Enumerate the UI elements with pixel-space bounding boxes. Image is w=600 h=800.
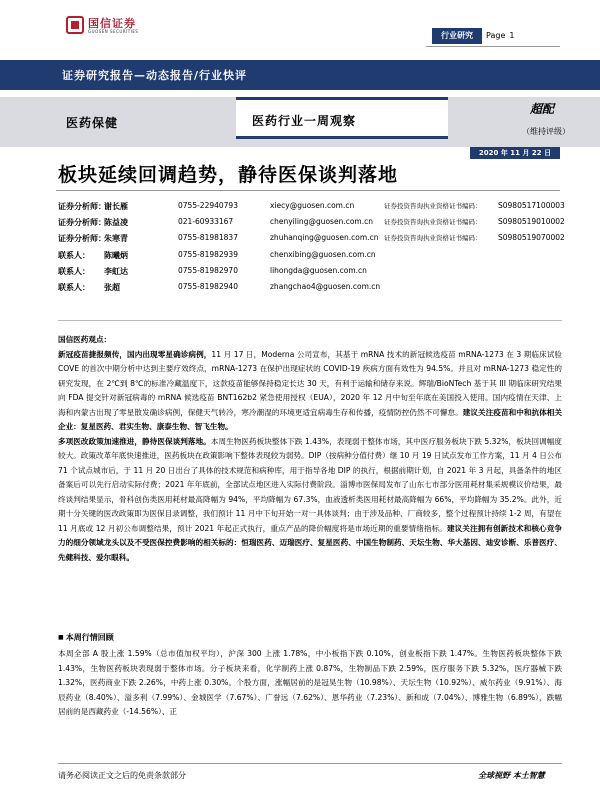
analyst-cert-number: S0980519010002 [498,217,565,227]
analyst-cert-number: S0980519070002 [498,233,565,243]
report-title: 医药行业一周观察 [252,114,357,128]
analyst-row [58,230,568,246]
main-title: 板块延续回调趋势，静待医保谈判落地 [58,164,399,186]
viewpoint-heading: 国信医药观点： [58,335,112,344]
analyst-role: 证券分析师： [58,234,106,244]
rating-note: （维持评级） [522,127,570,136]
analyst-email[interactable]: chenyiling@guosen.com.cn [270,217,373,227]
report-type: 证券研究报告—动态报告/行业快评 [62,69,248,82]
analyst-cert-label: 证券投资咨询执业资格证书编码： [384,234,482,243]
market-review-text: 本周全部 A 股上涨 1.59%（总市值加权平均），沪深 300 上涨 1.78%，中小板指下跌 0.10%，创业板指下跌 1.47%。生物医药板块整体下跌 1.43%，生物医药板块表现弱于整体市场。分子板块来看，化学制药上涨 0.87%，生物制品下跌 2.59%，医疗服务下跌 5.32%，医疗器械下跌 1.32%，医药商业下跌 2.26%，中药上涨 0.30%。个股方面，涨幅居前的是冠昊生物（10.98%）、天坛生物（10.92%）、威尔药业（9.91%）、海辰药业（8.40%）、溢多利（7.99%）、金城医学（7.67%）、广誉远（7.62%）、恩华药业（7.23%）、新和成（7.04%）、博雅生物（6.89%），跌幅居前的是西藏药业（-14.56%）、正 [58,649,562,716]
analyst-role: 证券分析师： [58,202,106,211]
contact-row [58,247,568,263]
paragraph-recommendation: 建议关注拥有创新技术和核心竞争力的细分领域龙头以及不受医保控费影响的相关标的：恒瑞医药、迈瑞医疗、复星医药、中国生物制药、天坛生物、华大基因、迪安诊断、乐普医疗、先健科技、爱尔眼科。 [58,523,563,562]
logo-name: 国信证券 [88,17,136,30]
analyst-name: 陈益凌 [104,218,128,228]
analyst-name: 谢长雁 [104,202,128,211]
market-review-heading: ■ 本周行情回顾 [58,632,114,643]
paragraph-text: 本周生物医药板块整体下跌 1.43%，表现弱于整体市场，其中医疗服务板块下跌 5.32%，板块回调幅度较大。政策改革年底快速推进，医药板块在政策影响下整体表现较为弱势。DIP（按病种分值付费）继 10 月 19 日试点发布工作方案，11 月 4 日公布 71 个试点城市后，于 11 月 20 日出台了具体的技术规范和病种库，用于指导各地 DIP 的执行，根据前期计划，自 2021 年 3 月起，具备条件的地区备案后可以先行启动实际付费；2021 年年底前，全部试点地区进入实际付费阶段。淄博市医保局发布了山东七市部分医用耗材集采规模议价结果，最终谈判结果显示，骨科创伤类医用耗材最高降幅为 94%，平均降幅为 67.3%，血液透析类医用耗材最高降幅为 66%，平均降幅为 35.2%。此外，近期十分关键的医改政策即为医保目录调整，我们预计 11 月中下旬开始一对一具体谈判；由于涉及品种、厂商较多，整个过程预计持续 1-2 周，有望在 11 月底或 12 月初公布调整结果，预计 2021 年起正式执行，重点产品的降价幅度将是市场近期的重要情绪指标。 [58,436,562,533]
analyst-phone: 0755-81981837 [178,233,238,243]
analyst-phone: 021-60933167 [178,217,234,227]
paragraph-lead: 新冠疫苗捷报频传，国内出现零星确诊病例， [58,349,212,359]
contact-name: 李虹达 [104,266,128,276]
contact-name: 张超 [104,282,120,292]
page-label: Page [486,31,506,40]
viewpoint-paragraph [58,435,562,566]
analyst-cert-number: S0980517100003 [498,201,565,210]
analyst-email[interactable]: zhuhanqing@guosen.com.cn [270,233,379,243]
report-date: 2020 年 11 月 22 日 [470,147,560,159]
sector-name: 医药保健 [66,116,119,130]
contact-role: 联系人： [58,266,90,276]
market-review-section [58,647,562,720]
analyst-list [58,198,568,295]
footer-disclaimer: 请务必阅读正文之后的免责条款部分 [58,771,186,780]
section-divider [58,320,562,321]
analyst-row [58,198,568,214]
page-number: 1 [509,31,515,40]
analyst-role: 证券分析师： [58,218,106,228]
analyst-cert-label: 证券投资咨询执业资格证书编码： [384,218,482,227]
contact-phone: 0755-81982939 [178,249,238,259]
contact-email[interactable]: zhangchao4@guosen.com.cn [270,281,381,291]
analyst-email[interactable]: xiecy@guosen.com.cn [270,201,355,210]
analyst-phone: 0755-22940793 [178,201,238,210]
rating: 超配 [530,102,555,116]
analyst-name: 朱寒青 [104,234,128,244]
contact-email[interactable]: lihongda@guosen.com.cn [270,265,367,275]
analyst-cert-label: 证券投资咨询执业资格证书编码： [384,202,482,210]
logo-english: GUOSEN SECURITIES [88,29,139,34]
footer-slogan: 全球视野 本土智慧 [478,771,545,780]
contact-name: 陈曦炳 [104,250,128,260]
paragraph-recommendation: 建议关注疫苗和中和抗体相关企业：复星医药、君实生物、康泰生物、智飞生物。 [58,407,563,431]
contact-phone: 0755-81982940 [178,281,238,291]
footer-divider [58,763,562,764]
viewpoint-section [58,333,562,565]
page-indicator [486,28,514,44]
report-category-badge: 行业研究 [432,28,482,44]
contact-row [58,279,568,295]
contact-role: 联系人： [58,250,90,260]
title-divider [56,190,560,191]
contact-email[interactable]: chenxibing@guosen.com.cn [270,249,376,259]
contact-phone: 0755-81982970 [178,265,238,275]
header-divider [426,46,560,47]
contact-role: 联系人： [58,282,90,292]
logo-icon [66,16,84,34]
contact-row [58,263,568,279]
analyst-row [58,214,568,230]
viewpoint-paragraph [58,348,562,435]
paragraph-text: 11 月 17 日，Moderna 公司宣布，其基于 mRNA 技术的新冠候选疫苗 mRNA-1273 在 3 期临床试验 COVE 的首次中期分析中达到主要疗效终点，mRNA-1273 在保护出现症状的 COVID-19 疾病方面有效性为 94.5%。并且对 mRNA-1273 稳定性的研究发现，在 2℃到 8℃的标准冷藏温度下，这款疫苗能够保持稳定长达 30 天，有利于运输和储存来说。辉瑞/BioNTech 基于其 III 期临床研究结果向 FDA 提交针对新冠病毒的 mRNA 候选疫苗 BNT162b2 紧急使用授权（EUA），2020 年 12 月中旬至年底在美国投入使用。国内疫情在天津、上海和内蒙古出现了零星散发确诊病例，保健天气转冷，寒冷潮湿的环境更适宜病毒生存和传播，疫情防控仍然不可懈怠。 [58,349,562,417]
paragraph-lead: 多项医改政策加速推进，静待医保谈判落地。 [58,436,211,446]
